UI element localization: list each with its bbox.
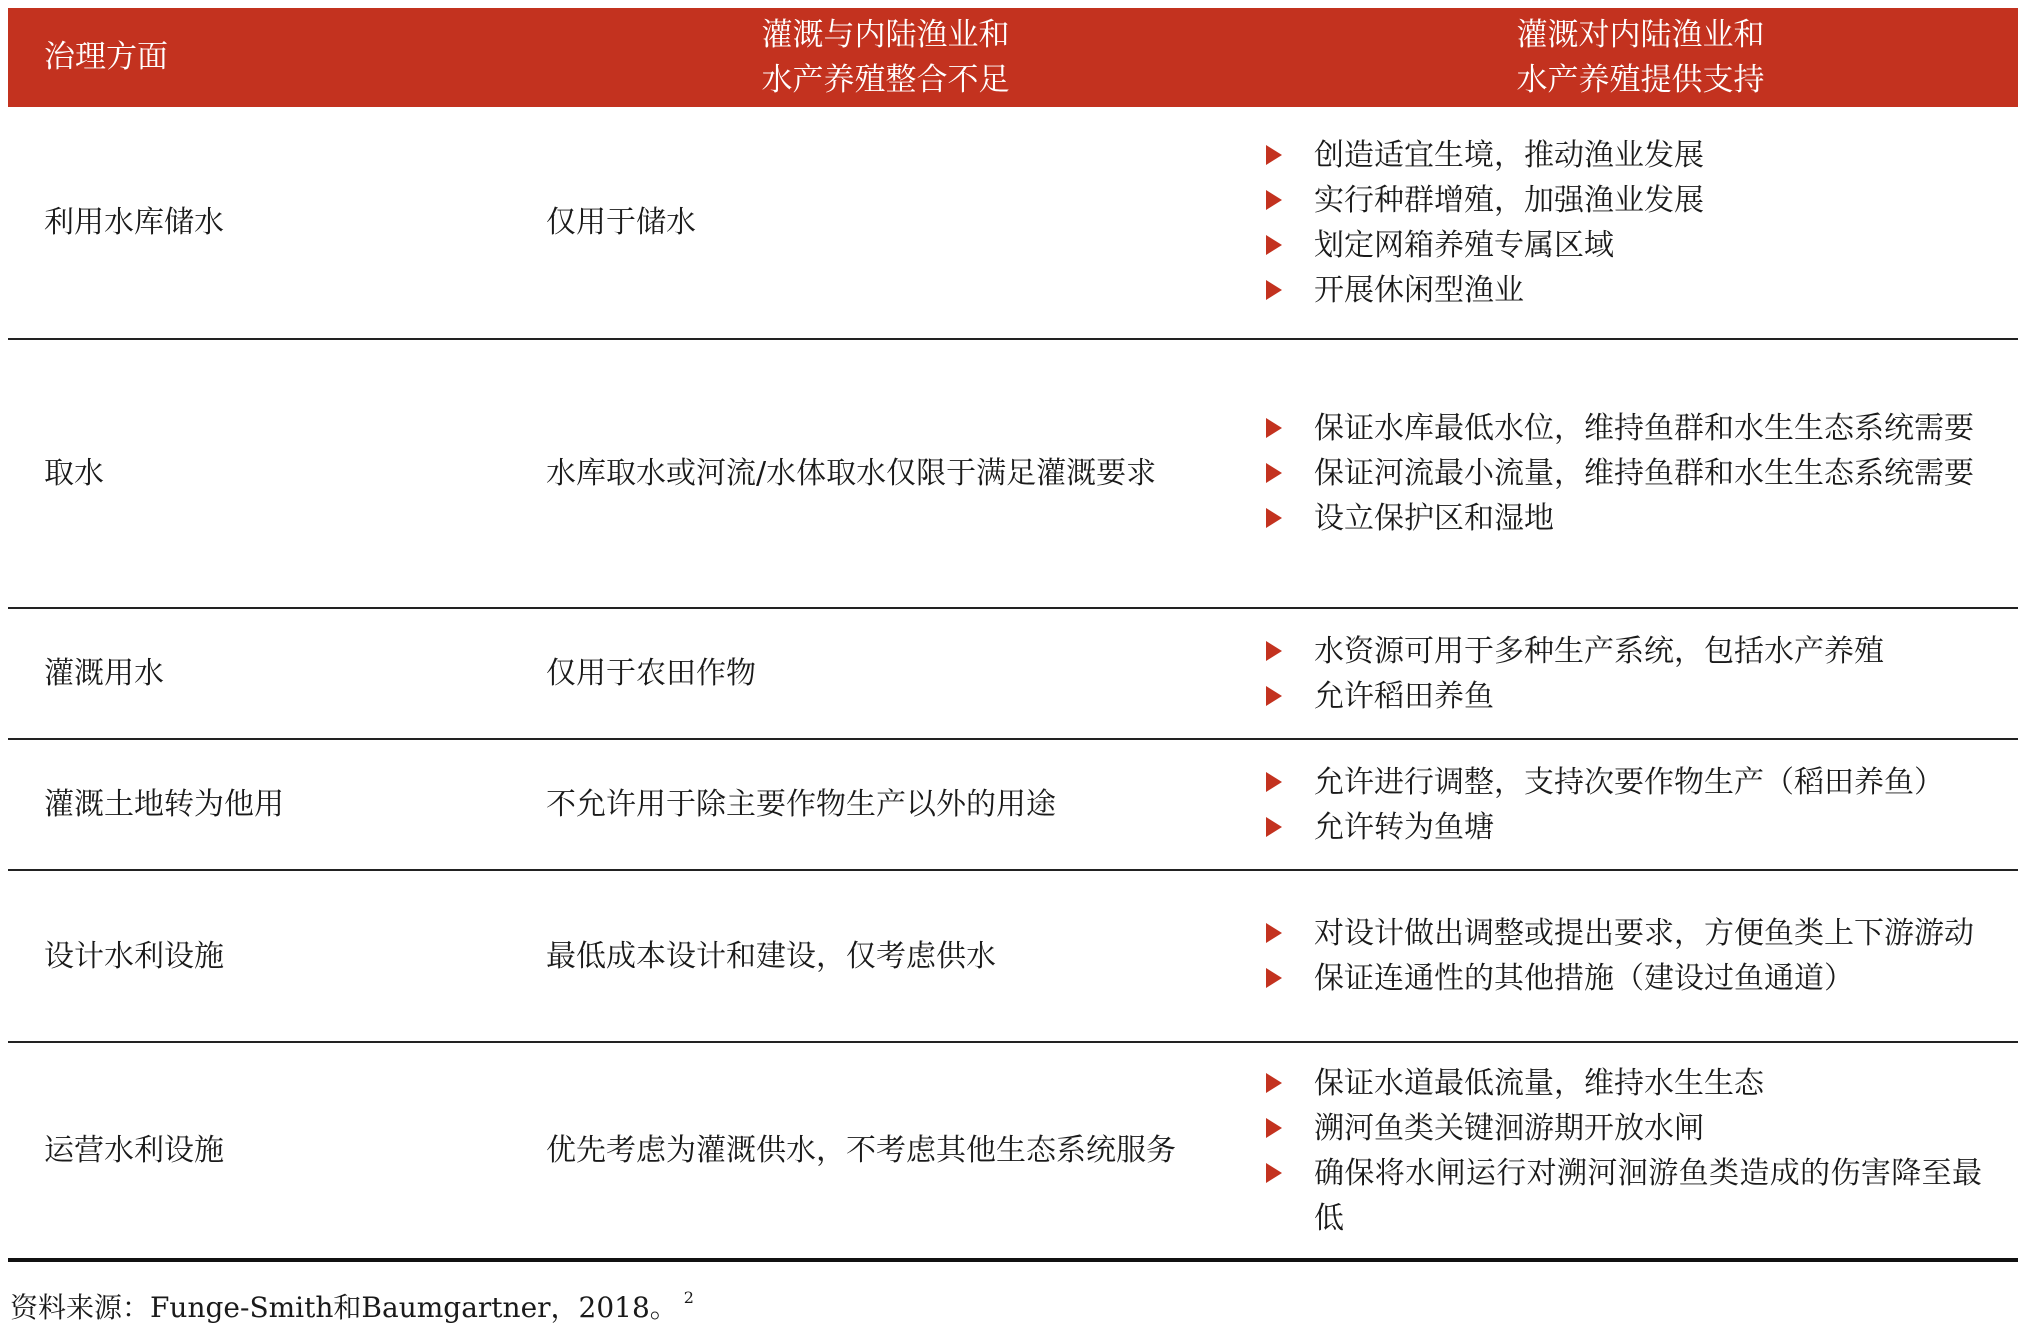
aspect-cell: 运营水利设施 bbox=[44, 1133, 224, 1168]
support-list bbox=[1254, 1061, 1982, 1241]
header-support-line1: 灌溉对内陆渔业和 bbox=[1516, 16, 1765, 53]
support-item: 设立保护区和湿地 bbox=[1254, 496, 1982, 541]
support-item: 保证连通性的其他措施（建设过鱼通道） bbox=[1254, 956, 1982, 1001]
table-header bbox=[8, 8, 2018, 107]
support-list bbox=[1254, 911, 1982, 1001]
support-list bbox=[1254, 629, 1982, 719]
support-item: 水资源可用于多种生产系统，包括水产养殖 bbox=[1254, 629, 1982, 674]
table-row bbox=[8, 740, 2018, 871]
footnote-marker: 2 bbox=[683, 1288, 694, 1307]
support-item: 实行种群增殖，加强渔业发展 bbox=[1254, 178, 1982, 223]
support-item: 对设计做出调整或提出要求，方便鱼类上下游游动 bbox=[1254, 911, 1982, 956]
support-item: 确保将水闸运行对溯河洄游鱼类造成的伤害降至最低 bbox=[1254, 1151, 1982, 1241]
header-insufficient bbox=[508, 13, 1263, 103]
table-row bbox=[8, 609, 2018, 740]
support-cell bbox=[1238, 1061, 2018, 1241]
support-item: 溯河鱼类关键洄游期开放水闸 bbox=[1254, 1106, 1982, 1151]
source-text: 资料来源：Funge-Smith和Baumgartner，2018。 bbox=[10, 1291, 678, 1324]
support-item: 允许转为鱼塘 bbox=[1254, 805, 1982, 850]
aspect-cell: 灌溉土地转为他用 bbox=[44, 787, 284, 822]
aspect-cell: 设计水利设施 bbox=[44, 938, 224, 974]
support-item: 保证水道最低流量，维持水生生态 bbox=[1254, 1061, 1982, 1106]
aspect-cell: 灌溉用水 bbox=[44, 656, 164, 691]
support-item: 保证水库最低水位，维持鱼群和水生生态系统需要 bbox=[1254, 406, 1982, 451]
support-cell bbox=[1238, 406, 2018, 541]
insufficient-cell: 水库取水或河流/水体取水仅限于满足灌溉要求 bbox=[546, 456, 1157, 491]
support-item: 允许进行调整，支持次要作物生产（稻田养鱼） bbox=[1254, 760, 1982, 805]
insufficient-cell: 最低成本设计和建设，仅考虑供水 bbox=[546, 938, 996, 974]
support-cell bbox=[1238, 911, 2018, 1001]
support-item: 允许稻田养鱼 bbox=[1254, 674, 1982, 719]
support-cell bbox=[1238, 760, 2018, 850]
table-row bbox=[8, 1043, 2018, 1262]
header-insufficient-line2: 水产养殖整合不足 bbox=[761, 61, 1010, 98]
insufficient-cell: 优先考虑为灌溉供水，不考虑其他生态系统服务 bbox=[546, 1133, 1176, 1168]
support-item: 开展休闲型渔业 bbox=[1254, 268, 1982, 313]
governance-table bbox=[8, 8, 2018, 1262]
source-note bbox=[10, 1278, 694, 1328]
aspect-cell: 取水 bbox=[44, 456, 104, 491]
support-list bbox=[1254, 133, 1982, 313]
support-item: 划定网箱养殖专属区域 bbox=[1254, 223, 1982, 268]
insufficient-cell: 仅用于储水 bbox=[546, 205, 696, 240]
support-item: 保证河流最小流量，维持鱼群和水生生态系统需要 bbox=[1254, 451, 1982, 496]
table-row bbox=[8, 107, 2018, 340]
header-insufficient-line1: 灌溉与内陆渔业和 bbox=[761, 16, 1010, 53]
support-item: 创造适宜生境，推动渔业发展 bbox=[1254, 133, 1982, 178]
header-aspect: 治理方面 bbox=[44, 39, 168, 75]
support-list bbox=[1254, 760, 1982, 850]
table-row bbox=[8, 871, 2018, 1043]
insufficient-cell: 仅用于农田作物 bbox=[546, 656, 756, 691]
insufficient-cell: 不允许用于除主要作物生产以外的用途 bbox=[546, 787, 1056, 822]
aspect-cell: 利用水库储水 bbox=[44, 205, 224, 240]
support-cell bbox=[1238, 133, 2018, 313]
table-row bbox=[8, 340, 2018, 609]
header-support bbox=[1263, 13, 2018, 103]
support-cell bbox=[1238, 629, 2018, 719]
header-support-line2: 水产养殖提供支持 bbox=[1516, 61, 1765, 98]
support-list bbox=[1254, 406, 1982, 541]
